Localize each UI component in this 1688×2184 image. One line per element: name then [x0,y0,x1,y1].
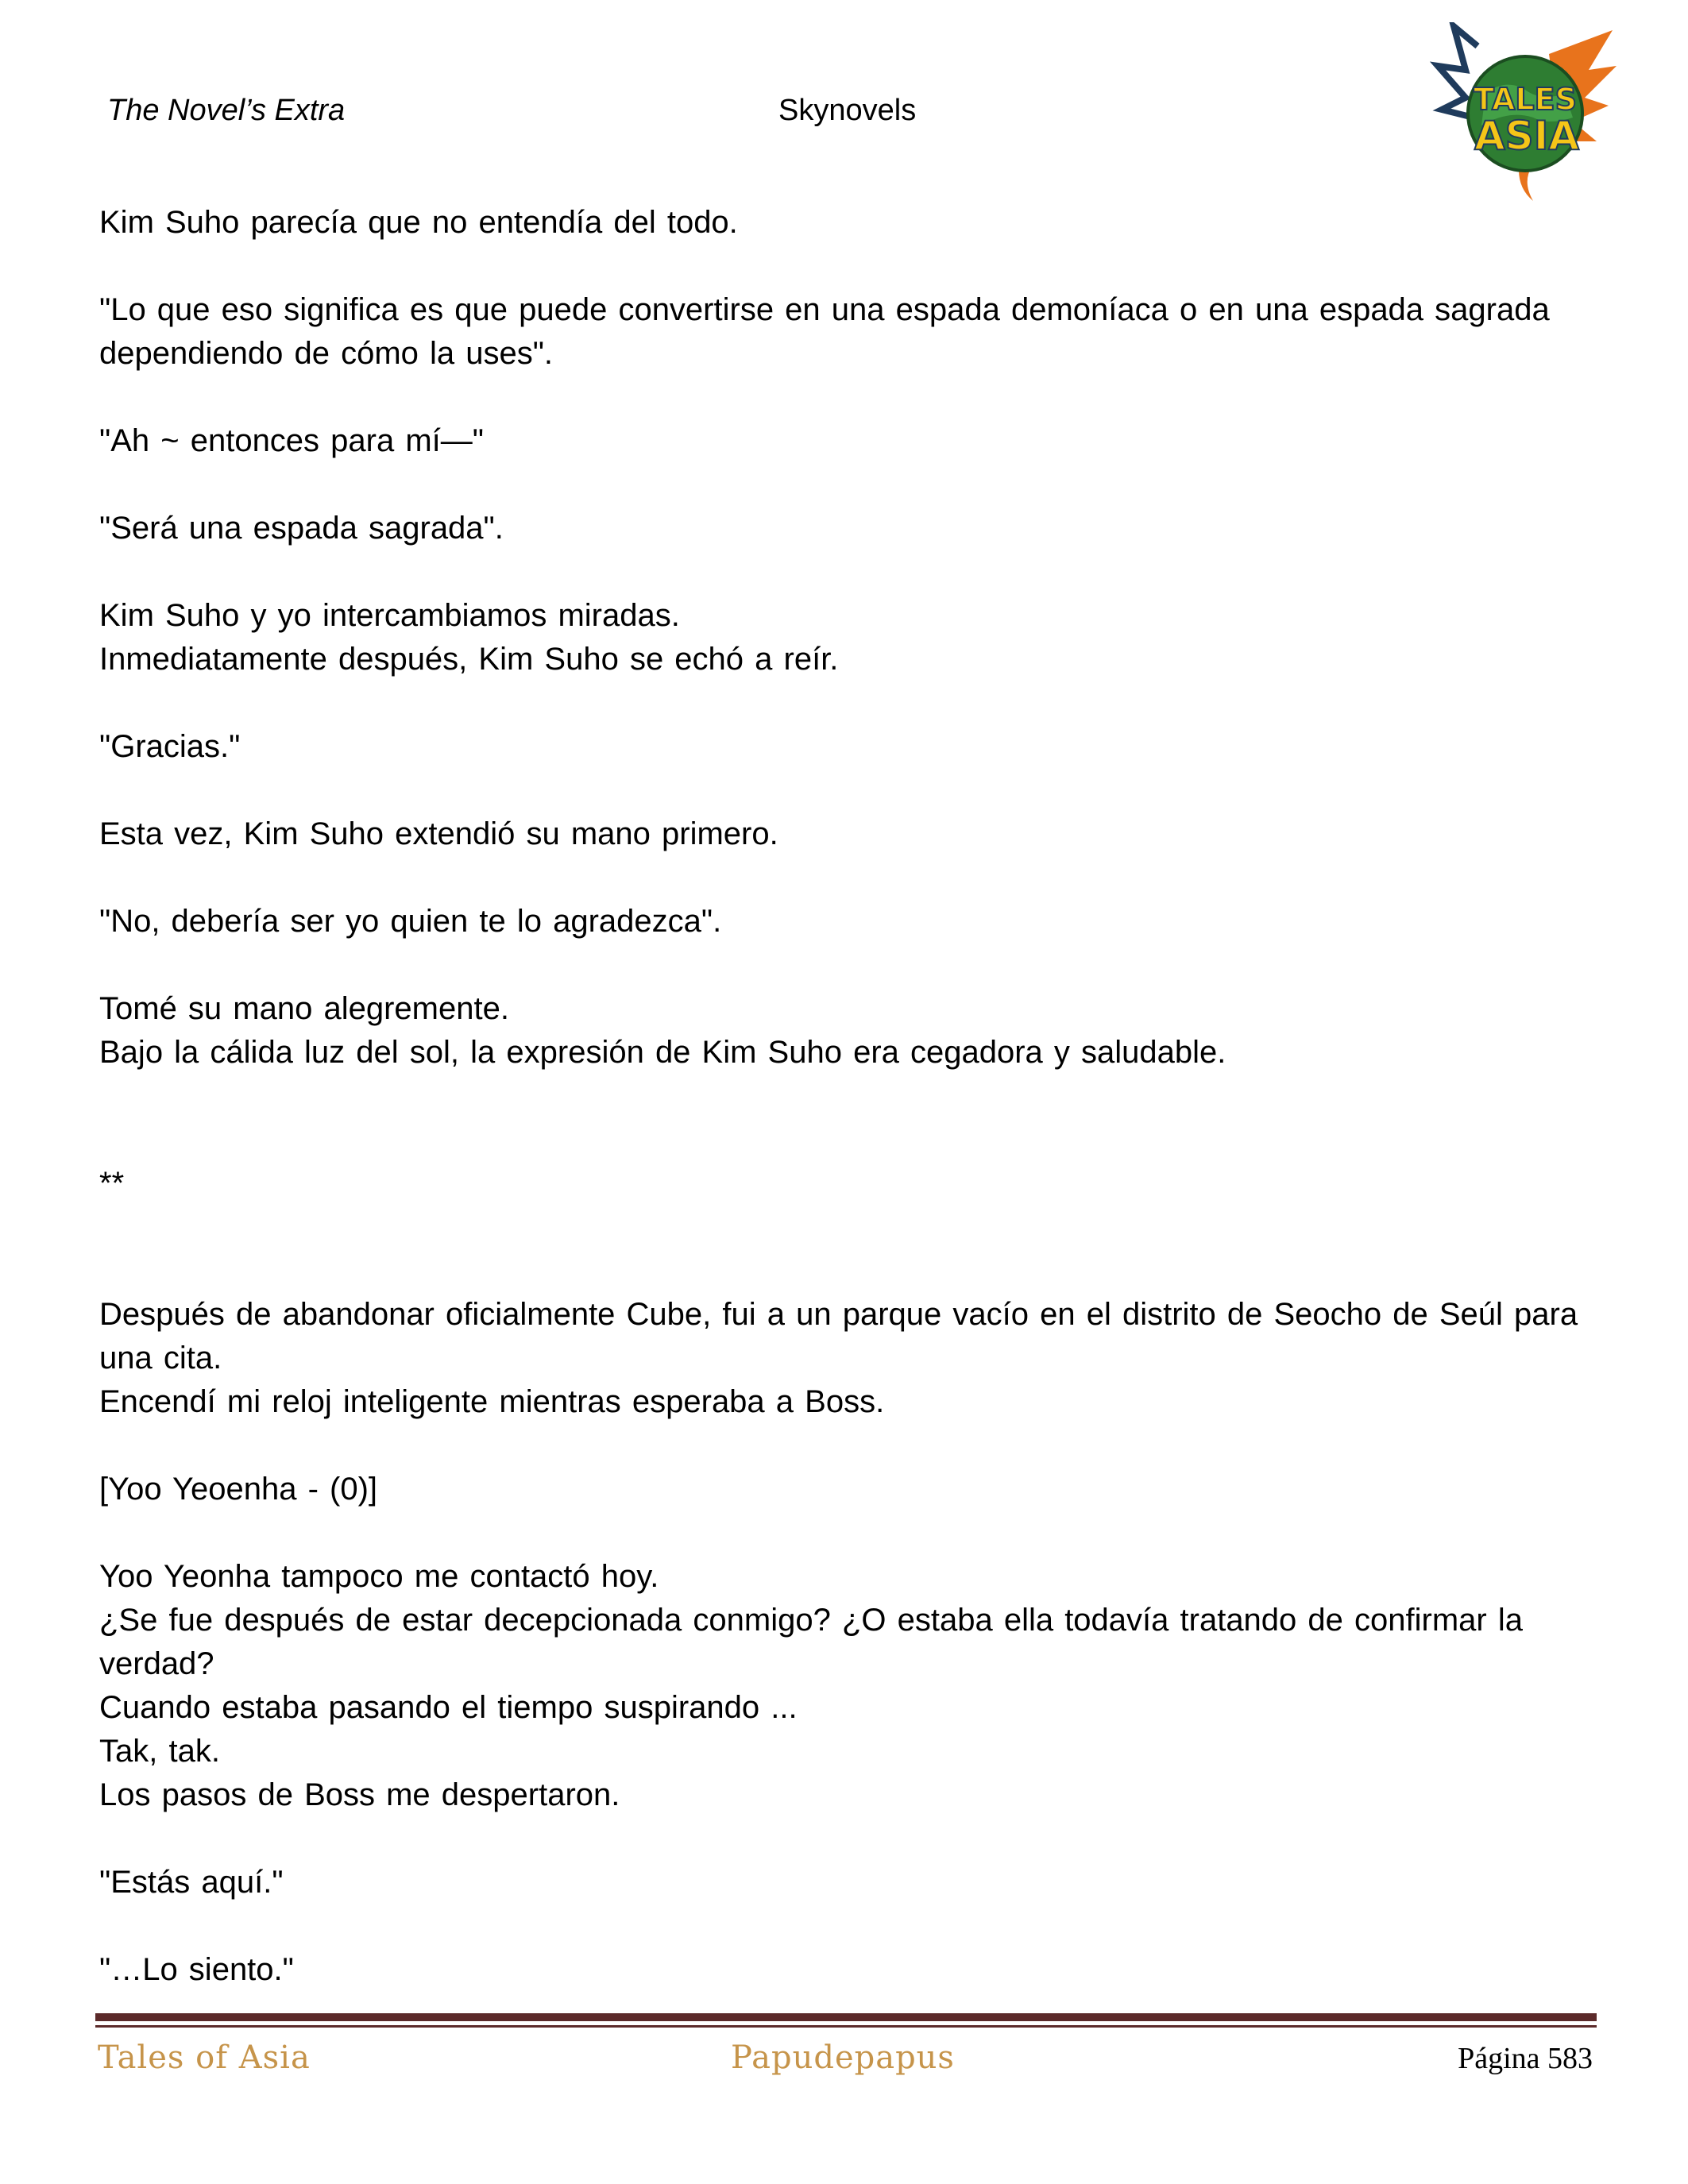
paragraph: Inmediatamente después, Kim Suho se echó a reír. [99,642,839,677]
paragraph: Tak, tak. [99,1734,220,1769]
blank-line [99,245,1593,288]
footer-translator: Papudepapus [731,2039,955,2076]
running-header-title: The Novel’s Extra [107,94,346,127]
paragraph: Esta vez, Kim Suho extendió su mano primero. [99,816,778,851]
blank-line [99,463,1593,507]
blank-line [99,1249,1593,1293]
paragraph: Yoo Yeonha tampoco me contactó hoy. [99,1559,659,1594]
footer-source: Tales of Asia [98,2039,311,2076]
paragraph: "…Lo siento." [99,1952,294,1987]
running-header-site: Skynovels [778,94,917,127]
paragraph: "Gracias." [99,729,241,764]
tales-of-asia-logo [1430,22,1620,203]
blank-line [99,769,1593,812]
paragraph: [Yoo Yeoenha - (0)] [99,1472,378,1507]
footer-rule-thick [95,2013,1597,2021]
paragraph: "No, debería ser yo quien te lo agradezca". [99,904,722,939]
blank-line [99,1511,1593,1555]
blank-line [99,943,1593,987]
paragraph: Kim Suho y yo intercambiamos miradas. [99,598,680,633]
footer-rule-thin [95,2025,1597,2028]
blank-line [99,1904,1593,1948]
paragraph: Encendí mi reloj inteligente mientras esperaba a Boss. [99,1384,885,1419]
logo-text-top: TALES [1474,82,1577,117]
paragraph: Kim Suho parecía que no entendía del todo. [99,205,738,240]
paragraph: ¿Se fue después de estar decepcionada conmigo? ¿O estaba ella todavía tratando de confirmar la verdad? [99,1603,1523,1681]
paragraph: "Lo que eso significa es que puede convertirse en una espada demoníaca o en una espada sagrada dependiendo de cómo la uses". [99,292,1550,371]
blank-line [99,376,1593,419]
blank-line [99,1075,1593,1118]
paragraph: Bajo la cálida luz del sol, la expresión de Kim Suho era cegadora y saludable. [99,1035,1226,1070]
blank-line [99,550,1593,594]
paragraph: "Estás aquí." [99,1865,284,1900]
paragraph: ** [99,1166,125,1201]
blank-line [99,1424,1593,1468]
logo-text-bottom: ASIA [1474,113,1580,159]
blank-line [99,1206,1593,1249]
paragraph: "Ah ~ entonces para mí—" [99,423,484,458]
blank-line [99,856,1593,900]
paragraph: "Será una espada sagrada". [99,511,504,546]
paragraph: Después de abandonar oficialmente Cube, fui a un parque vacío en el distrito de Seocho de Seúl para una cita. [99,1297,1578,1376]
paragraph: Los pasos de Boss me despertaron. [99,1777,620,1812]
footer-page-number: Página 583 [1458,2042,1593,2075]
blank-line [99,1817,1593,1861]
paragraph: Tomé su mano alegremente. [99,991,509,1026]
blank-line [99,681,1593,725]
paragraph: Cuando estaba pasando el tiempo suspirando ... [99,1690,798,1725]
blank-line [99,1118,1593,1162]
chapter-body [99,201,1593,1992]
